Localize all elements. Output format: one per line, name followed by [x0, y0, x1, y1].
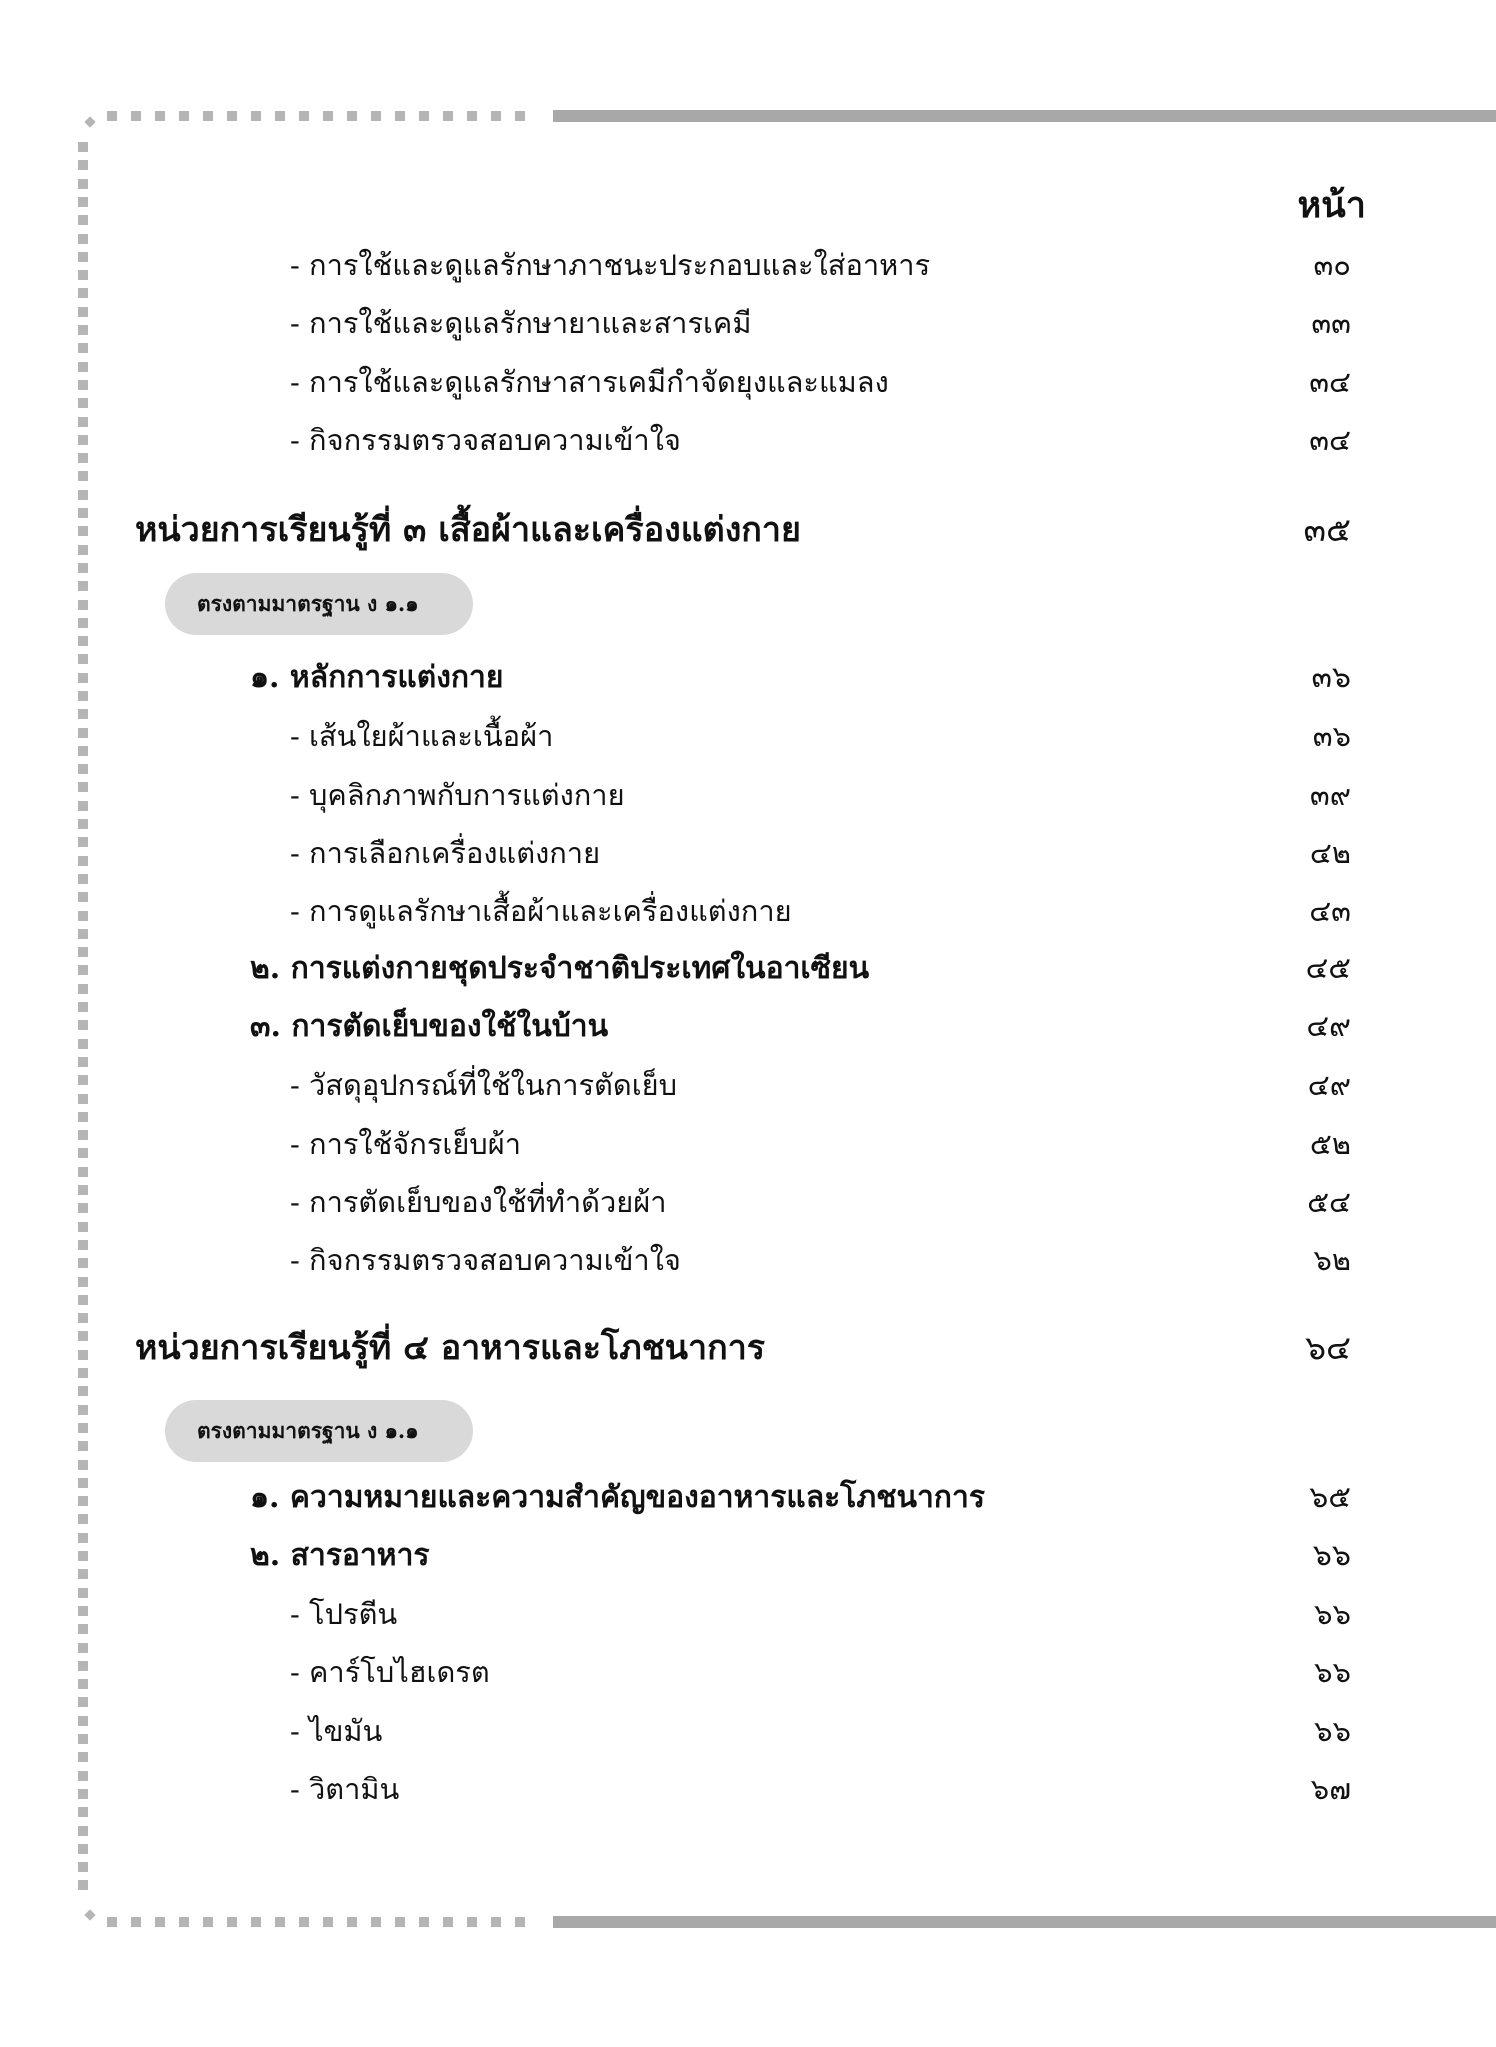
- frame-dot: [78, 1752, 88, 1762]
- toc-entry-page: ๖๖: [1314, 1655, 1351, 1689]
- toc-entry-label: - วิตามิน: [290, 1772, 400, 1806]
- frame-dot: [78, 581, 88, 591]
- frame-dot: [371, 1917, 381, 1927]
- toc-entry-label: - บุคลิกภาพกับการแต่งกาย: [290, 778, 625, 812]
- frame-dot: [443, 111, 453, 121]
- frame-dot: [227, 1917, 237, 1927]
- frame-dot: [419, 1917, 429, 1927]
- frame-dot: [467, 1917, 477, 1927]
- frame-dot: [78, 1313, 88, 1323]
- frame-dot: [251, 111, 261, 121]
- frame-dot: [299, 1917, 309, 1927]
- frame-dot: [323, 1917, 333, 1927]
- toc-entry: [0, 891, 1496, 931]
- toc-entry-page: ๔๕: [1305, 951, 1351, 986]
- frame-dot: [78, 1844, 88, 1854]
- standard-badge: ตรงตามมาตรฐาน ง ๑.๑: [165, 1400, 473, 1462]
- frame-dot: [78, 600, 88, 610]
- toc-entry-label: - คาร์โบไฮเดรต: [290, 1655, 490, 1689]
- frame-dot: [155, 1917, 165, 1927]
- toc-entry-label: - การใช้และดูแลรักษาภาชนะประกอบและใส่อาหาร: [290, 248, 931, 282]
- toc-entry: [0, 303, 1496, 343]
- frame-dot: [78, 471, 88, 481]
- toc-entry: [0, 1065, 1496, 1105]
- toc-entry: [0, 1124, 1496, 1164]
- toc-entry-page: ๓๔: [1309, 423, 1351, 457]
- toc-entry: [0, 1478, 1496, 1518]
- frame-dot: [78, 160, 88, 170]
- toc-entry: [0, 1652, 1496, 1692]
- frame-dot: [323, 111, 333, 121]
- toc-entry-label: - โปรตีน: [290, 1597, 398, 1631]
- frame-dot: [78, 215, 88, 225]
- toc-entry-label: - กิจกรรมตรวจสอบความเข้าใจ: [290, 423, 681, 457]
- unit-3-heading: [0, 505, 1496, 555]
- toc-entry-label: - การตัดเย็บของใช้ที่ทำด้วยผ้า: [290, 1185, 667, 1219]
- toc-entry-page: ๔๙: [1306, 1009, 1351, 1044]
- toc-entry: [0, 1007, 1496, 1047]
- unit-title: หน่วยการเรียนรู้ที่ ๔ อาหารและโภชนาการ: [135, 1328, 766, 1368]
- toc-entry-label: - วัสดุอุปกรณ์ที่ใช้ในการตัดเย็บ: [290, 1068, 678, 1102]
- frame-dot: [78, 179, 88, 189]
- toc-entry-page: ๓๖: [1311, 660, 1351, 695]
- unit-page: ๓๕: [1303, 510, 1351, 549]
- toc-entry-label: - การใช้จักรเย็บผ้า: [290, 1127, 521, 1161]
- frame-dot: [299, 111, 309, 121]
- frame-dot: [131, 1917, 141, 1927]
- frame-dot: [203, 111, 213, 121]
- frame-dot: [251, 1917, 261, 1927]
- toc-entry-label: - การใช้และดูแลรักษายาและสารเคมี: [290, 306, 752, 340]
- toc-entry-page: ๓๓: [1311, 306, 1351, 340]
- toc-entry: [0, 833, 1496, 873]
- toc-entry: [0, 949, 1496, 989]
- toc-entry: [0, 1182, 1496, 1222]
- toc-entry-page: ๖๕: [1309, 1480, 1351, 1515]
- frame-bar: [553, 110, 1496, 122]
- frame-dot: [78, 234, 88, 244]
- frame-dot: [443, 1917, 453, 1927]
- unit-page: ๖๔: [1305, 1328, 1351, 1367]
- toc-entry-label: ๒. สารอาหาร: [250, 1538, 430, 1573]
- toc-entry-page: ๓๔: [1309, 365, 1351, 399]
- toc-entry: [0, 1769, 1496, 1809]
- frame-dot: [78, 1167, 88, 1177]
- toc-entry: [0, 1240, 1496, 1280]
- toc-entry: [0, 1594, 1496, 1634]
- frame-dot: [155, 111, 165, 121]
- frame-dot: [371, 111, 381, 121]
- frame-dot: [419, 111, 429, 121]
- frame-dot: [515, 1917, 525, 1927]
- toc-entry-page: ๖๖: [1312, 1538, 1351, 1573]
- toc-entry-label: ๓. การตัดเย็บของใช้ในบ้าน: [250, 1009, 609, 1044]
- frame-dot: [78, 1112, 88, 1122]
- frame-dot: [78, 1295, 88, 1305]
- frame-dot: [78, 563, 88, 573]
- frame-dot: [78, 1222, 88, 1232]
- frame-dot: [107, 111, 117, 121]
- frame-dot: [491, 1917, 501, 1927]
- frame-dot: [78, 874, 88, 884]
- frame-dot: [179, 111, 189, 121]
- toc-entry-page: ๓๐: [1313, 248, 1351, 282]
- frame-dot: [78, 1441, 88, 1451]
- toc-entry: [0, 1711, 1496, 1751]
- toc-entry-page: ๓๖: [1312, 719, 1351, 753]
- toc-entry-label: - ไขมัน: [290, 1714, 383, 1748]
- unit-4-heading: [0, 1323, 1496, 1373]
- frame-dot: [78, 1423, 88, 1433]
- frame-dot: [78, 618, 88, 628]
- frame-dot: [515, 111, 525, 121]
- toc-entry-label: - การดูแลรักษาเสื้อผ้าและเครื่องแต่งกาย: [290, 894, 792, 928]
- frame-dot: [347, 111, 357, 121]
- toc-entry-page: ๖๖: [1314, 1597, 1351, 1631]
- frame-dot: [78, 636, 88, 646]
- frame-dot: [275, 111, 285, 121]
- frame-dot: [227, 111, 237, 121]
- frame-dot: [131, 111, 141, 121]
- toc-entry: [0, 245, 1496, 285]
- unit-title: หน่วยการเรียนรู้ที่ ๓ เสื้อผ้าและเครื่องแต่งกาย: [135, 510, 801, 550]
- frame-dot: [395, 1917, 405, 1927]
- toc-entry-label: - กิจกรรมตรวจสอบความเข้าใจ: [290, 1243, 681, 1277]
- toc-entry-page: ๔๒: [1309, 836, 1351, 870]
- toc-entry-label: ๒. การแต่งกายชุดประจำชาติประเทศในอาเซียน: [250, 951, 870, 986]
- toc-entry-page: ๔๙: [1307, 1068, 1351, 1102]
- frame-dot: [78, 1386, 88, 1396]
- frame-corner: [84, 116, 95, 127]
- toc-entry-page: ๕๒: [1309, 1127, 1351, 1161]
- standard-badge: ตรงตามมาตรฐาน ง ๑.๑: [165, 573, 473, 635]
- toc-entry-page: ๖๖: [1314, 1714, 1351, 1748]
- frame-dot: [78, 764, 88, 774]
- toc-entry-label: - เส้นใยผ้าและเนื้อผ้า: [290, 719, 554, 753]
- frame-dot: [467, 111, 477, 121]
- toc-entry: [0, 420, 1496, 460]
- frame-dot: [78, 1405, 88, 1415]
- toc-entry-page: ๕๔: [1307, 1185, 1351, 1219]
- frame-dot: [179, 1917, 189, 1927]
- frame-dot: [78, 490, 88, 500]
- toc-entry-page: ๖๒: [1313, 1243, 1351, 1277]
- frame-dot: [203, 1917, 213, 1927]
- toc-entry-label: ๑. ความหมายและความสำคัญของอาหารและโภชนาการ: [250, 1480, 985, 1515]
- frame-dot: [78, 288, 88, 298]
- toc-entry: [0, 362, 1496, 402]
- toc-entry-label: ๑. หลักการแต่งกาย: [250, 660, 504, 695]
- page-column-header: หน้า: [1297, 184, 1366, 226]
- frame-corner: [84, 1909, 95, 1920]
- frame-dot: [78, 1697, 88, 1707]
- toc-entry: [0, 716, 1496, 756]
- toc-entry: [0, 1536, 1496, 1576]
- toc-entry-label: - การเลือกเครื่องแต่งกาย: [290, 836, 601, 870]
- toc-entry: [0, 775, 1496, 815]
- frame-dot: [78, 1862, 88, 1872]
- frame-dot: [78, 1880, 88, 1890]
- frame-dot: [78, 343, 88, 353]
- frame-dot: [491, 111, 501, 121]
- frame-dot: [78, 1460, 88, 1470]
- toc-entry-page: ๖๗: [1310, 1772, 1351, 1806]
- toc-entry-label: - การใช้และดูแลรักษาสารเคมีกำจัดยุงและแมลง: [290, 365, 889, 399]
- frame-dot: [275, 1917, 285, 1927]
- toc-entry-page: ๓๙: [1309, 778, 1351, 812]
- frame-dot: [78, 1826, 88, 1836]
- frame-bar: [553, 1916, 1496, 1928]
- frame-dot: [78, 819, 88, 829]
- frame-dot: [78, 142, 88, 152]
- toc-entry: [0, 658, 1496, 698]
- toc-entry-page: ๔๓: [1309, 894, 1351, 928]
- frame-dot: [347, 1917, 357, 1927]
- frame-dot: [78, 197, 88, 207]
- frame-dot: [107, 1917, 117, 1927]
- frame-dot: [395, 111, 405, 121]
